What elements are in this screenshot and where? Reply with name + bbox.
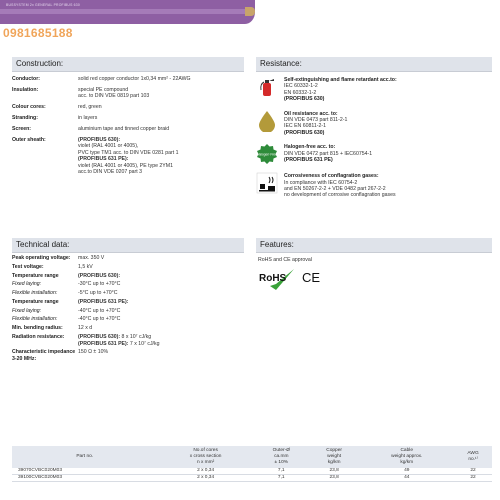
spec-value-line: [78, 76, 244, 83]
resistance-note: (PROFIBUS 631 PE): [284, 157, 333, 164]
spec-label: Stranding:: [12, 114, 38, 121]
table-body: [12, 468, 492, 482]
resistance-line: no development of corrosive conflagration gases: [284, 192, 396, 199]
resistance-items: [256, 72, 492, 199]
table-cell: 7,1: [277, 468, 285, 473]
resistance-section: [256, 57, 492, 206]
cable-stripe: [0, 9, 245, 14]
spec-row: [12, 299, 244, 306]
spec-value: [78, 76, 244, 83]
spec-value-text: (PROFIBUS 631 PE):: [78, 156, 129, 163]
spec-value-line: [78, 299, 244, 306]
spec-value: [78, 325, 244, 332]
spec-label: Temperature range: [12, 272, 59, 279]
spec-value: [78, 334, 244, 347]
spec-value: [78, 87, 244, 100]
spec-value-line: [78, 126, 244, 133]
spec-label: Peak operating voltage:: [12, 255, 71, 261]
spec-value: [78, 299, 244, 306]
spec-label: Radiation resistance:: [12, 334, 65, 341]
construction-title: Construction:: [12, 57, 244, 71]
spec-value-text: (PROFIBUS 630):: [78, 136, 121, 143]
column-header: [254, 446, 309, 468]
table-row: [12, 468, 492, 475]
column-header-line: Outer-Ø: [272, 448, 290, 453]
resistance-title: Self-extinguishing and flame retardant acc.to:: [284, 77, 397, 83]
column-header-line: no.¹⁾: [468, 457, 478, 462]
spec-value-line: [78, 264, 244, 271]
spec-value-line: [78, 255, 244, 262]
column-header-line: kg/km: [327, 460, 341, 465]
resistance-text: [284, 143, 492, 165]
features-section: [256, 238, 492, 293]
spec-value-text: (PROFIBUS 631 PE):: [78, 298, 129, 305]
column-header: [309, 446, 360, 468]
certification-logos: [256, 267, 492, 293]
table-cell: 7,1: [277, 475, 285, 481]
resistance-line: EN 60332-1-2: [284, 89, 317, 96]
column-header-line: n x mm²: [196, 460, 215, 465]
table-cell: 44: [404, 475, 410, 481]
resistance-line: and EN 50267-2-2 + VDE 0482 part 267-2-2: [284, 186, 386, 193]
table-cell: 23,8: [329, 475, 339, 481]
spec-value-text: 12 x d: [78, 325, 93, 332]
spec-value-prefix: (PROFIBUS 630):: [78, 334, 121, 341]
spec-value-line: [78, 87, 244, 94]
resistance-title: Oil resistance acc. to:: [284, 110, 338, 117]
spec-value-text: (PROFIBUS 630):: [78, 272, 121, 279]
spec-row: [12, 349, 244, 362]
spec-value-text: PVC type TM1 acc. to DIN VDE 0281 part 1: [78, 149, 179, 156]
spec-row: [12, 290, 244, 297]
spec-row: [12, 255, 244, 262]
spec-value: [78, 126, 244, 133]
spec-row: [12, 316, 244, 323]
construction-rows: [12, 72, 244, 176]
spec-value-text: -30°C up to +70°C: [78, 281, 121, 288]
spec-value-line: [78, 156, 244, 163]
resistance-item: [256, 143, 492, 165]
spec-value: [78, 104, 244, 111]
spec-value-text: 7 x 10⁷ cJ/kg: [128, 340, 160, 347]
column-header: [454, 446, 492, 468]
table-header-row: [12, 446, 492, 468]
spec-value-text: max. 350 V: [78, 255, 105, 261]
spec-value-line: [78, 273, 244, 280]
column-header-line: AWG: [467, 451, 479, 456]
spec-value-text: solid red copper conductor 1x0,34 mm² - 22AWG: [78, 76, 191, 82]
column-header-line: weight approx.: [391, 454, 423, 459]
resistance-note: (PROFIBUS 630): [284, 129, 325, 136]
column-header-line: ± 10%: [274, 460, 289, 465]
spec-value-prefix: (PROFIBUS 631 PE):: [78, 340, 129, 347]
resistance-text: [284, 110, 492, 137]
spec-row: [12, 76, 244, 83]
spec-value: [78, 255, 244, 262]
spec-row: [12, 281, 244, 288]
resistance-text: [284, 172, 492, 199]
construction-section: [12, 57, 244, 180]
rohs-icon: [258, 267, 298, 291]
column-header-line: No.of cores: [193, 448, 218, 453]
spec-value: [78, 273, 244, 280]
spec-label: Characteristic impedance 3-20 MHz:: [12, 349, 76, 362]
spec-label: Fixed laying:: [12, 281, 42, 288]
spec-row: [12, 115, 244, 122]
spec-value-text: -5°C up to +70°C: [78, 290, 118, 297]
table-cell: 2 x 0,34: [197, 468, 215, 473]
spec-value-line: [78, 150, 244, 157]
column-header-line: Copper: [326, 448, 342, 453]
features-title: Features:: [256, 238, 492, 252]
column-header-line: x cross section: [189, 454, 222, 459]
spec-value: [78, 115, 244, 122]
spec-label: Conductor:: [12, 76, 40, 82]
spec-label: Test voltage:: [12, 263, 44, 270]
halogen-free-icon: [256, 143, 278, 165]
spec-row: [12, 308, 244, 315]
spec-label: Flexible installation:: [12, 316, 58, 323]
spec-value-text: acc.to DIN VDE 0207 part 3: [78, 169, 143, 176]
spec-value-text: special PE compound: [78, 86, 129, 93]
spec-value-line: [78, 334, 244, 341]
part-number-cell: 39100CVBC020M03: [18, 475, 63, 481]
table-row: [12, 475, 492, 482]
spec-value: [78, 308, 244, 315]
spec-row: [12, 104, 244, 111]
spec-row: [12, 325, 244, 332]
spec-row: [12, 264, 244, 271]
spec-value-line: [78, 341, 244, 348]
resistance-title: Halogen-free acc. to:: [284, 144, 336, 151]
spec-value: [78, 264, 244, 271]
resistance-item: [256, 110, 492, 137]
resistance-note: (PROFIBUS 630): [284, 96, 325, 103]
spec-value-line: [78, 281, 244, 288]
spec-label: Outer sheath:: [12, 136, 46, 143]
spec-value: [78, 349, 244, 362]
spec-value-line: [78, 349, 244, 356]
spec-value-text: aluminium tape and tinned copper braid: [78, 125, 170, 132]
table-cell: 23,8: [329, 468, 339, 473]
spec-row: [12, 137, 244, 177]
cable-conductor-tip: [245, 7, 255, 16]
column-header-line: weight: [327, 454, 342, 459]
features-text: RoHS and CE approval: [258, 257, 312, 263]
oil-drop-icon: [256, 110, 278, 132]
spec-value: [78, 137, 244, 177]
ce-mark: CE: [302, 269, 321, 285]
spec-label: Flexible installation:: [12, 290, 58, 297]
column-header-line: kg/km: [400, 460, 414, 465]
resistance-line: IEC EN 60811-2-1: [284, 123, 327, 130]
technical-rows: [12, 253, 244, 363]
spec-value: [78, 281, 244, 288]
spec-value-line: [78, 93, 244, 100]
part-number-cell: 39070CVBC020M03: [18, 468, 63, 473]
resistance-line: DIN VDE 0472 part 815 + IEC60754-1: [284, 150, 373, 157]
spec-value-line: [78, 308, 244, 315]
spec-row: [12, 273, 244, 280]
spec-row: [12, 126, 244, 133]
parts-table: [12, 446, 492, 482]
spec-value: [78, 290, 244, 297]
spec-value-text: violet (RAL 4001 or 4005), PE type 2YM1: [78, 162, 173, 169]
cable-print-text: BUSSYSTEM 2x GENERAL PROFIBUS 630: [6, 3, 80, 7]
spec-value-text: acc. to DIN VDE 0819 part 103: [78, 93, 150, 100]
resistance-line: DIN VDE 0473 part 811-2-1: [284, 117, 348, 124]
table-cell: 22: [470, 468, 476, 473]
spec-value-text: red, green: [78, 104, 102, 111]
rohs-label: RoHS: [259, 272, 287, 284]
spec-value-text: in layers: [78, 114, 98, 121]
table-cell: 22: [470, 475, 476, 481]
phone-watermark: 0981685188: [3, 26, 73, 40]
spec-value-text: 1,5 kV: [78, 263, 93, 270]
resistance-item: [256, 172, 492, 199]
column-header-line: ca.mm: [274, 454, 289, 459]
technical-section: [12, 238, 244, 365]
column-header: [359, 446, 454, 468]
spec-value-line: [78, 137, 244, 144]
resistance-title: Resistance:: [256, 57, 492, 71]
fire-extinguisher-icon: [256, 76, 278, 98]
column-header: [158, 446, 254, 468]
spec-value: [78, 316, 244, 323]
spec-value-text: -40°C up to +70°C: [78, 316, 121, 323]
spec-value-line: [78, 169, 244, 176]
corrosive-gases-icon: [256, 172, 278, 194]
spec-label: Min. bending radius:: [12, 325, 63, 332]
spec-value-text: 8 x 10⁷ cJ/kg: [120, 334, 152, 341]
technical-title: Technical data:: [12, 238, 244, 252]
spec-label: Temperature range: [12, 298, 59, 305]
resistance-title: Corrosiveness of conflagration gases:: [284, 173, 379, 180]
spec-value-text: 150 Ω ± 10%: [78, 349, 109, 356]
spec-row: [12, 87, 244, 100]
spec-value-line: [78, 115, 244, 122]
halogen-free-icon-label: Halogen Free: [257, 152, 277, 157]
column-header-line: Cable: [400, 448, 414, 453]
resistance-line: In compliance with IEC 60754-2: [284, 179, 358, 186]
spec-value-line: [78, 143, 244, 150]
spec-value-text: violet (RAL 4001 or 4005),: [78, 143, 139, 150]
spec-value-line: [78, 104, 244, 111]
spec-row: [12, 334, 244, 347]
cable-image: [0, 0, 255, 24]
table-cell: 49: [404, 468, 410, 473]
spec-label: Screen:: [12, 125, 32, 132]
spec-label: Insulation:: [12, 86, 39, 93]
resistance-line: IEC 60332-1-2: [284, 83, 318, 90]
resistance-text: [284, 76, 492, 103]
spec-value-line: [78, 325, 244, 332]
resistance-item: [256, 76, 492, 103]
table-cell: 2 x 0,34: [197, 475, 215, 481]
spec-value-line: [78, 290, 244, 297]
column-header: [12, 446, 158, 468]
column-header-line: Part no.: [76, 454, 94, 459]
spec-label: Fixed laying:: [12, 307, 42, 314]
spec-value-line: [78, 163, 244, 170]
spec-value-text: -40°C up to +70°C: [78, 307, 121, 314]
spec-value-line: [78, 316, 244, 323]
spec-label: Colour cores:: [12, 104, 46, 111]
